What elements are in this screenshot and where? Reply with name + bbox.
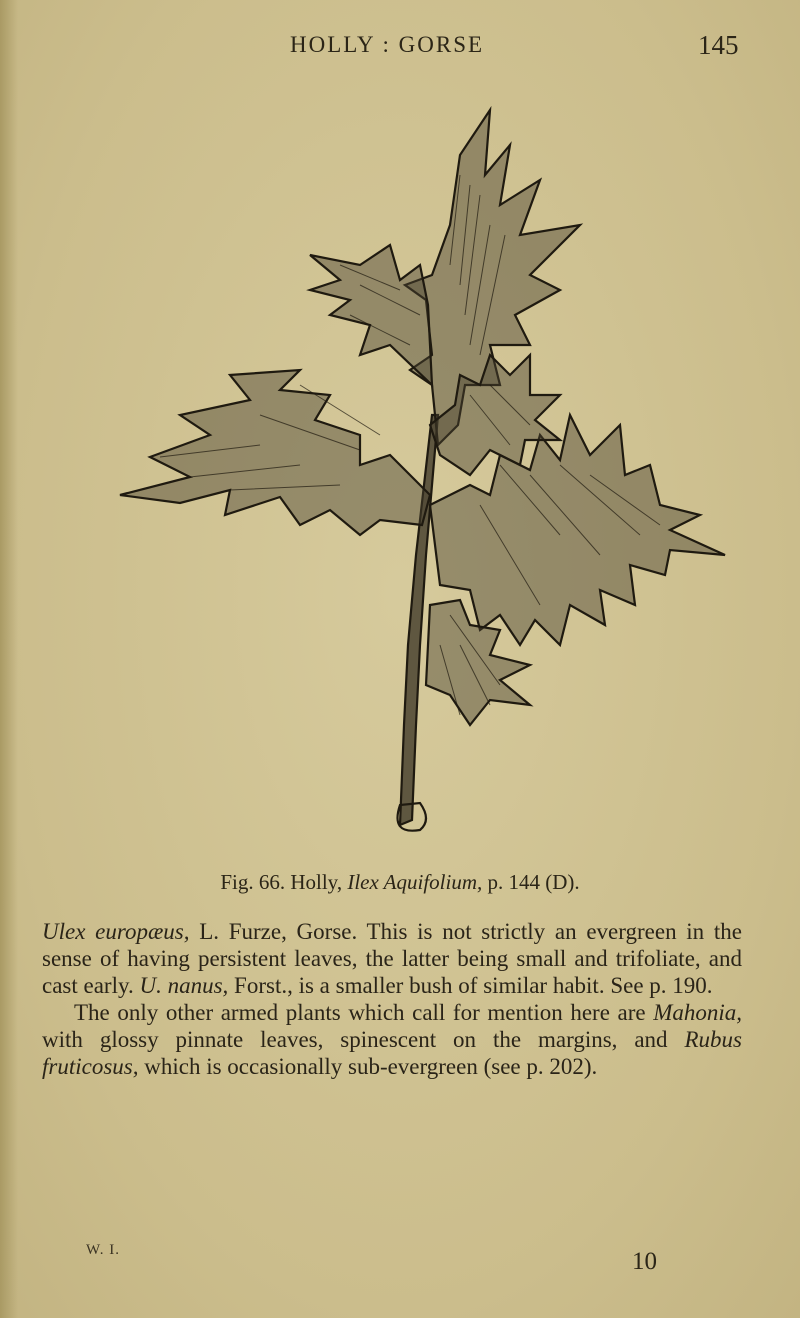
caption-common-name: Holly, bbox=[290, 870, 343, 894]
text-run: which is occasionally sub-evergreen (see p. 202). bbox=[138, 1054, 598, 1079]
holly-illustration bbox=[60, 85, 740, 850]
body-text bbox=[42, 918, 742, 1080]
text-mahonia: Mahonia, bbox=[653, 1000, 742, 1025]
text-ulex-name: Ulex europæus, bbox=[42, 919, 190, 944]
holly-leaf-left bbox=[120, 370, 430, 535]
caption-reference: p. 144 (D). bbox=[487, 870, 580, 894]
running-head bbox=[0, 28, 800, 68]
text-run: L. Furze, Gorse. This is not strictly an evergreen in the sense of having persistent leaves, the latter being small and trifoliate, and cast early. bbox=[42, 919, 742, 998]
text-ulex-nanus: U. nanus, bbox=[139, 973, 229, 998]
paragraph-armed-plants bbox=[42, 999, 742, 1080]
caption-prefix: Fig. 66. bbox=[220, 870, 286, 894]
paragraph-ulex bbox=[42, 918, 742, 999]
signature-mark: W. I. bbox=[86, 1242, 121, 1258]
text-run: The only other armed plants which call for mention here are bbox=[74, 1000, 654, 1025]
holly-leaf-left-upper bbox=[310, 245, 432, 385]
page-number: 145 bbox=[698, 30, 739, 60]
binding-shadow bbox=[0, 0, 18, 1318]
text-rubus: Rubus fruticosus, bbox=[42, 1027, 742, 1079]
figure-caption bbox=[0, 870, 800, 895]
text-run: with glossy pinnate leaves, spinescent on the margins, and bbox=[42, 1027, 685, 1052]
text-run: Forst., is a smaller bush of similar habit. See p. 190. bbox=[228, 973, 713, 998]
sheet-number: 10 bbox=[632, 1248, 657, 1275]
caption-latin-name: Ilex Aquifolium, bbox=[347, 870, 483, 894]
running-title: HOLLY : GORSE bbox=[290, 32, 485, 57]
